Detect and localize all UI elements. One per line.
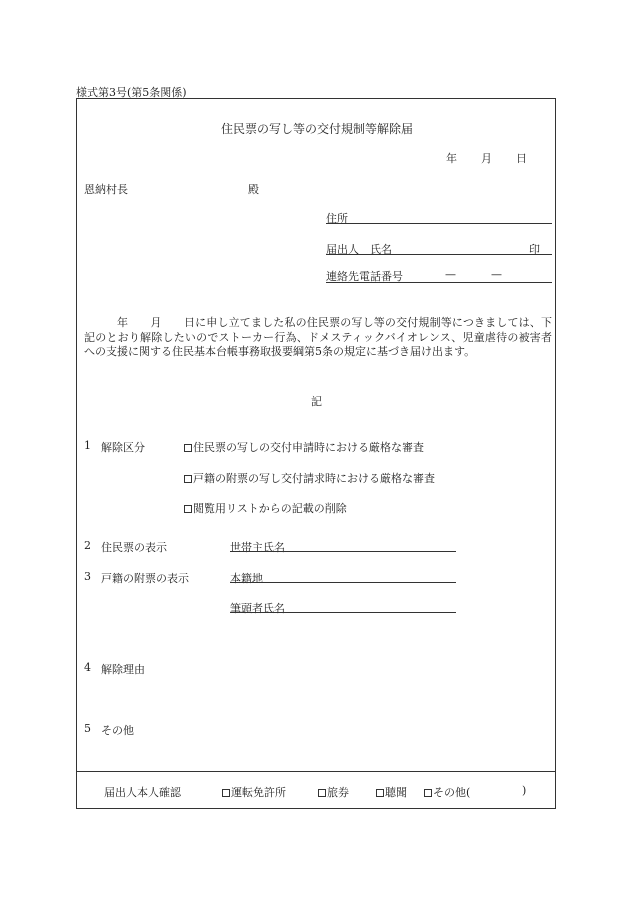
form-title: 住民票の写し等の交付規制等解除届	[221, 122, 414, 136]
release-option-resident-check[interactable]	[184, 439, 424, 455]
section-2-label: 住民票の表示	[101, 541, 167, 554]
permanent-domicile-underline[interactable]	[230, 582, 456, 583]
addressee-honorific: 殿	[248, 183, 259, 196]
phone-underline[interactable]	[326, 282, 552, 283]
section-3-number: 3	[84, 570, 91, 583]
section-1-label: 解除区分	[101, 441, 145, 454]
date-month: 月	[481, 152, 492, 165]
option-label: 聴聞	[385, 786, 407, 799]
option-label: 運転免許所	[231, 786, 286, 799]
checkbox[interactable]	[222, 789, 230, 797]
address-label: 住所	[326, 212, 348, 225]
phone-dash-1: —	[445, 268, 456, 281]
phone-dash-2: —	[491, 268, 502, 281]
option-label: 戸籍の附票の写し交付請求時における厳格な審査	[193, 472, 435, 485]
seal-mark: 印	[529, 243, 540, 256]
id-option-drivers-license[interactable]	[222, 784, 286, 800]
option-label: 旅券	[327, 786, 349, 799]
id-option-passport[interactable]	[318, 784, 349, 800]
option-label: 住民票の写しの交付申請時における厳格な審査	[193, 441, 424, 454]
section-4-label: 解除理由	[101, 663, 145, 676]
form-number-label: 様式第3号(第5条関係)	[76, 86, 187, 99]
household-head-underline[interactable]	[230, 551, 456, 552]
phone-label: 連絡先電話番号	[326, 270, 403, 283]
household-head-label: 世帯主氏名	[230, 541, 285, 554]
id-option-other-close-paren: )	[522, 784, 527, 797]
address-underline[interactable]	[326, 223, 552, 224]
addressee-name: 恩納村長	[84, 183, 128, 196]
checkbox[interactable]	[184, 444, 192, 452]
applicant-name-label: 届出人 氏名	[326, 243, 392, 256]
head-of-register-underline[interactable]	[230, 612, 456, 613]
identity-check-label: 届出人本人確認	[104, 786, 181, 799]
option-label: その他(	[433, 786, 471, 799]
section-1-number: 1	[84, 439, 91, 452]
checkbox[interactable]	[184, 475, 192, 483]
date-day: 日	[516, 152, 527, 165]
name-underline[interactable]	[326, 254, 552, 255]
checkbox[interactable]	[376, 789, 384, 797]
section-5-label: その他	[101, 724, 134, 737]
id-option-other[interactable]	[424, 784, 470, 800]
option-label: 閲覧用リストからの記載の削除	[193, 502, 347, 515]
permanent-domicile-label: 本籍地	[230, 572, 263, 585]
id-option-hearing[interactable]	[376, 784, 407, 800]
ki-heading: 記	[311, 395, 322, 408]
date-year: 年	[446, 152, 457, 165]
footer-divider	[76, 771, 556, 772]
section-3-label: 戸籍の附票の表示	[101, 572, 189, 585]
release-option-family-register-check[interactable]	[184, 470, 435, 486]
checkbox[interactable]	[424, 789, 432, 797]
checkbox[interactable]	[184, 505, 192, 513]
section-5-number: 5	[84, 722, 91, 735]
body-paragraph: 年 月 日に申し立てました私の住民票の写し等の交付規制等につきましては、下記のとおり解除したいのでストーカー行為、ドメスティックバイオレンス、児童虐待の被害者への支援に関する住民基本台帳事務取扱要綱第5条の規定に基づき届け出ます。	[84, 316, 552, 358]
head-of-register-label: 筆頭者氏名	[230, 602, 285, 615]
section-2-number: 2	[84, 539, 91, 552]
release-option-list-delete[interactable]	[184, 500, 347, 516]
checkbox[interactable]	[318, 789, 326, 797]
section-4-number: 4	[84, 661, 91, 674]
